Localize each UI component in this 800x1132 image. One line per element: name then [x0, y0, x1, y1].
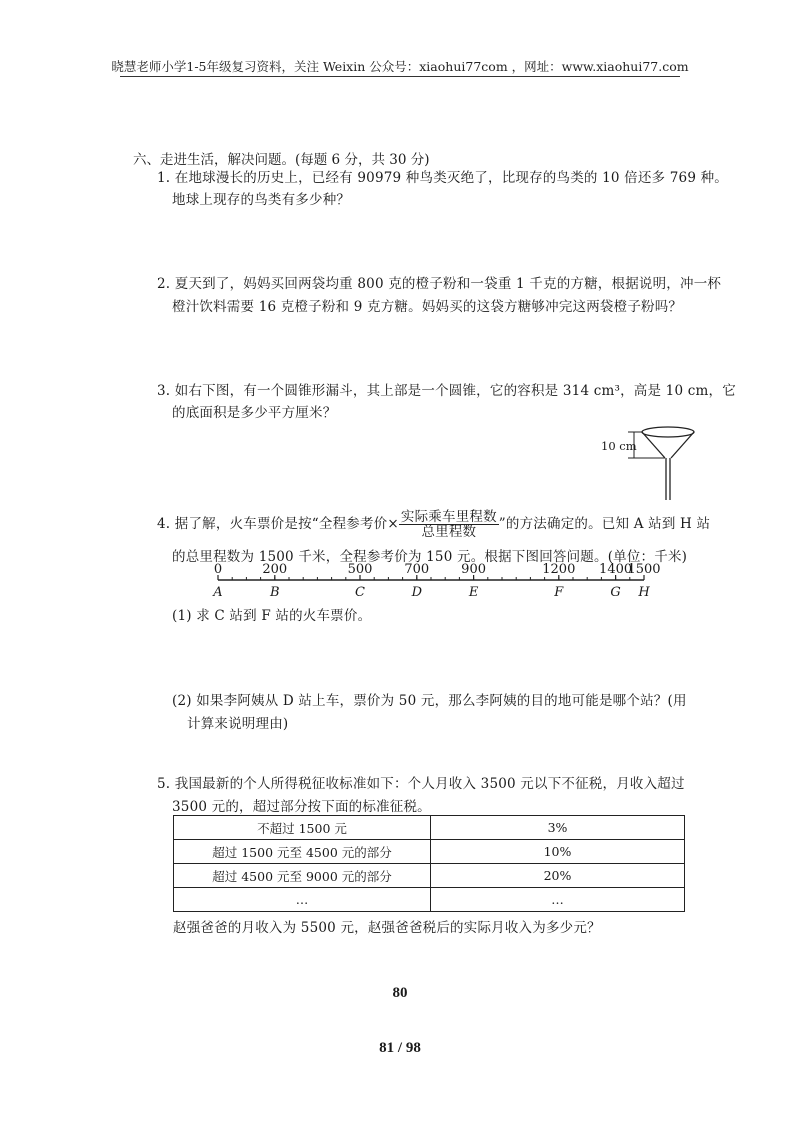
- table-cell-bracket: 不超过 1500 元: [174, 816, 431, 840]
- tick-label: 1500: [627, 562, 661, 577]
- q5-line2: 3500 元的，超过部分按下面的标准征税。: [172, 799, 431, 815]
- q4-sub2-line2: 计算来说明理由): [187, 716, 289, 732]
- table-cell-rate: 20%: [431, 864, 685, 888]
- tick-label: 0: [213, 562, 223, 577]
- q1-line1: 1. 在地球漫长的历史上，已经有 90979 种鸟类灭绝了，比现存的鸟类的 10 倍还多 769 种。: [157, 170, 729, 186]
- q3-line2: 的底面积是多少平方厘米？: [172, 405, 337, 421]
- table-row: [174, 816, 685, 840]
- table-cell-bracket: …: [174, 888, 431, 912]
- page-number: 80: [392, 985, 408, 1001]
- q5-question: 赵强爸爸的月收入为 5500 元，赵强爸爸税后的实际月收入为多少元？: [173, 920, 601, 936]
- station-label: D: [411, 585, 423, 600]
- funnel-diagram: [598, 420, 708, 505]
- station-label: H: [638, 585, 650, 600]
- distance-number-line: [200, 560, 670, 605]
- q4-line1-post: ”的方法确定的。已知 A 站到 H 站: [498, 516, 711, 532]
- table-cell-rate: 3%: [431, 816, 685, 840]
- station-label: E: [468, 585, 479, 600]
- table-row: [174, 864, 685, 888]
- q4-fraction-denominator: 总里程数: [421, 524, 477, 540]
- tick-label: 200: [262, 562, 288, 577]
- table-row: [174, 888, 685, 912]
- q4-sub1: (1) 求 C 站到 F 站的火车票价。: [172, 608, 372, 624]
- q4-line1: [157, 510, 710, 539]
- q2-line1: 2. 夏天到了，妈妈买回两袋均重 800 克的橙子粉和一袋重 1 千克的方糖，根据说明，冲一杯: [157, 276, 722, 292]
- page-header: 晓慧老师小学1-5年级复习资料，关注 Weixin 公众号：xiaohui77com ，网址：www.xiaohui77.com: [111, 59, 689, 74]
- q4-line1-pre: 4. 据了解，火车票价是按“全程参考价×: [157, 516, 399, 532]
- pdf-pager: 81 / 98: [379, 1040, 421, 1056]
- q2-line2: 橙汁饮料需要 16 克橙子粉和 9 克方糖。妈妈买的这袋方糖够冲完这两袋橙子粉吗？: [172, 299, 683, 315]
- q3-line1: 3. 如右下图，有一个圆锥形漏斗，其上部是一个圆锥，它的容积是 314 cm³，高是 10 cm，它: [157, 383, 736, 399]
- q5-line1: 5. 我国最新的个人所得税征收标准如下：个人月收入 3500 元以下不征税，月收入超过: [157, 776, 685, 792]
- station-label: C: [355, 585, 365, 600]
- funnel-figure: [598, 420, 708, 505]
- q4-line2: 的总里程数为 1500 千米，全程参考价为 150 元。根据下图回答问题。(单位：千米): [172, 549, 688, 565]
- table-cell-rate: 10%: [431, 840, 685, 864]
- station-label: G: [610, 585, 621, 600]
- table-row: [174, 840, 685, 864]
- header-divider: [120, 76, 680, 77]
- q4-fraction-numerator: 实际乘车里程数: [400, 509, 497, 525]
- tick-label: 1200: [542, 562, 576, 577]
- q4-fraction: [399, 510, 499, 539]
- table-cell-rate: …: [431, 888, 685, 912]
- funnel-rim: [642, 427, 694, 437]
- section-title: 六、走进生活，解决问题。(每题 6 分，共 30 分): [133, 152, 430, 168]
- q1-line2: 地球上现存的鸟类有多少种？: [172, 192, 351, 208]
- tick-label: 500: [347, 562, 373, 577]
- tick-label: 700: [404, 562, 430, 577]
- table-cell-bracket: 超过 4500 元至 9000 元的部分: [174, 864, 431, 888]
- tax-rate-table: [173, 815, 685, 912]
- table-cell-bracket: 超过 1500 元至 4500 元的部分: [174, 840, 431, 864]
- q4-sub2-line1: (2) 如果李阿姨从 D 站上车，票价为 50 元，那么李阿姨的目的地可能是哪个站？(用: [172, 693, 687, 709]
- station-label: B: [270, 585, 280, 600]
- tick-label: 1400: [599, 562, 633, 577]
- funnel-height-label: 10 cm: [601, 439, 637, 453]
- tick-label: 900: [461, 562, 487, 577]
- station-label: A: [213, 585, 223, 600]
- station-label: F: [554, 585, 564, 600]
